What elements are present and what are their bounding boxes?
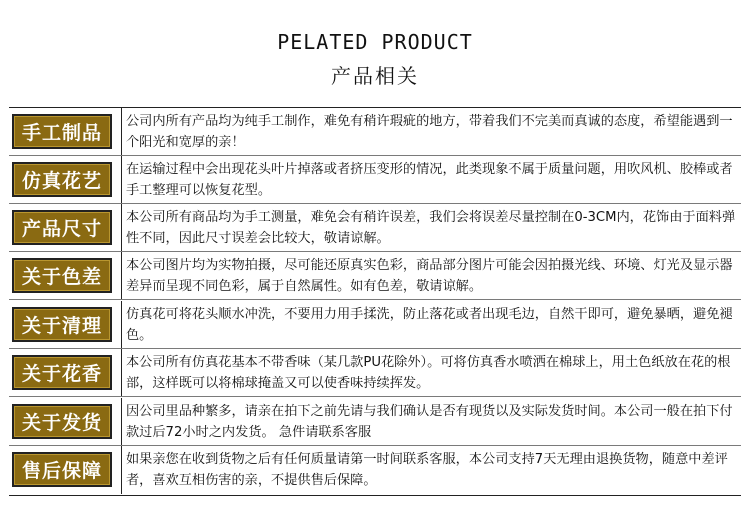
row-label-badge	[12, 162, 112, 197]
product-info-table	[9, 107, 741, 496]
divider	[121, 156, 122, 203]
row-description: 仿真花可将花头顺水冲洗，不要用力用手揉洗，防止落花或者出现毛边，自然干即可，避免暴晒，避免褪色。	[126, 307, 733, 343]
divider	[121, 398, 122, 445]
row-label: 售后保障	[21, 460, 102, 482]
divider	[121, 446, 122, 494]
divider	[121, 108, 122, 155]
row-description: 因公司里品种繁多，请亲在拍下之前先请与我们确认是否有现货以及实际发货时间。本公司一般在拍下付款过后72小时之内发货。 急件请联系客服	[126, 404, 733, 440]
table-row	[9, 108, 741, 156]
row-label-badge	[12, 258, 112, 293]
row-label: 关于花香	[21, 363, 102, 385]
row-description: 在运输过程中会出现花头叶片掉落或者挤压变形的情况，此类现象不属于质量问题，用吹风机、胶棒或者手工整理可以恢复花型。	[126, 162, 733, 198]
row-label-badge	[12, 114, 112, 149]
row-description: 本公司所有仿真花基本不带香味（某几款PU花除外）。可将仿真香水喷洒在棉球上，用土色纸放在花的根部，这样既可以将棉球掩盖又可以使香味持续挥发。	[126, 355, 731, 391]
table-row	[9, 252, 741, 300]
row-label-badge	[12, 307, 112, 342]
table-row	[9, 398, 741, 446]
row-label-badge	[12, 404, 112, 439]
row-label: 仿真花艺	[21, 170, 102, 192]
row-label: 关于色差	[21, 266, 102, 288]
row-label: 产品尺寸	[21, 218, 102, 240]
divider	[121, 349, 122, 396]
row-description: 本公司图片均为实物拍摄，尽可能还原真实色彩，商品部分图片可能会因拍摄光线、环境、灯光及显示器差异而呈现不同色彩，属于自然属性。如有色差，敬请谅解。	[126, 258, 733, 294]
row-label-badge	[12, 355, 112, 390]
row-label: 手工制品	[21, 122, 102, 144]
table-row	[9, 349, 741, 397]
row-description: 公司内所有产品均为纯手工制作，难免有稍许瑕疵的地方，带着我们不完美而真诚的态度，希望能遇到一个阳光和宽厚的亲！	[126, 114, 733, 150]
row-label: 关于发货	[21, 412, 102, 434]
row-label: 关于清理	[21, 315, 102, 337]
table-row	[9, 301, 741, 349]
table-row	[9, 446, 741, 494]
divider	[121, 252, 122, 299]
divider	[121, 301, 122, 348]
page-title-en: PELATED PRODUCT	[277, 30, 473, 54]
row-description: 如果亲您在收到货物之后有任何质量请第一时间联系客服，本公司支持7天无理由退换货物，随意中差评者，喜欢互相伤害的亲，不提供售后保障。	[126, 452, 728, 488]
row-label-badge	[12, 452, 112, 487]
row-description: 本公司所有商品均为手工测量，难免会有稍许误差，我们会将误差尽量控制在0-3CM内，花饰由于面料弹性不同，因此尺寸误差会比较大，敬请谅解。	[126, 210, 736, 246]
page-title-cn: 产品相关	[331, 64, 419, 88]
table-row	[9, 156, 741, 204]
table-row	[9, 204, 741, 252]
divider	[121, 204, 122, 251]
row-label-badge	[12, 210, 112, 245]
